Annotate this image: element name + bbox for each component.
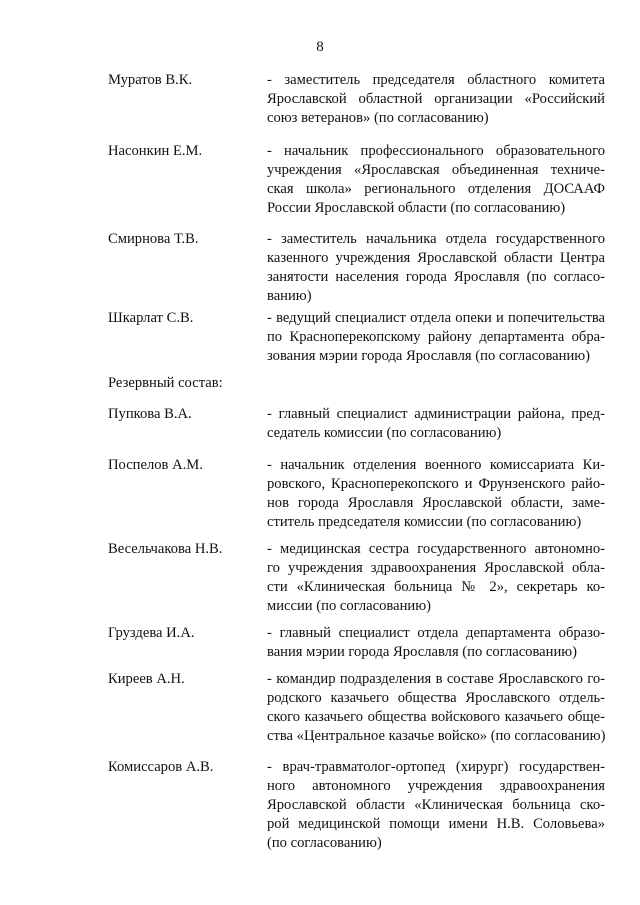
role-line: Ярославской области «Клиническая больница ско- xyxy=(267,797,605,813)
role-line: седатель комиссии (по согласованию) xyxy=(267,425,502,441)
role-line: ванию) xyxy=(267,288,312,304)
reserve-name: Комиссаров А.В. xyxy=(108,759,214,775)
role-line: - командир подразделения в составе Ярославского го- xyxy=(267,671,605,687)
member-role xyxy=(267,309,605,366)
role-line: России Ярославской области (по согласованию) xyxy=(267,200,566,216)
role-line: вания мэрии города Ярославля (по согласованию) xyxy=(267,644,578,660)
role-line: го учреждения здравоохранения Ярославской обла- xyxy=(267,560,605,576)
role-line: учреждения «Ярославская объединенная техниче- xyxy=(267,162,605,178)
role-line: нов города Ярославля Ярославской области, заме- xyxy=(267,495,605,511)
role-line: ного автономного учреждения здравоохранения xyxy=(267,778,605,794)
reserve-name: Пупкова В.А. xyxy=(108,406,192,422)
role-line: казенного учреждения Ярославской области Центра xyxy=(267,250,605,266)
role-line: ского казачьего общества войскового казачьего обще- xyxy=(267,709,605,725)
role-line: - медицинская сестра государственного автономно- xyxy=(267,541,605,557)
member-role xyxy=(267,142,605,218)
member-role xyxy=(267,71,605,128)
role-line: зования мэрии города Ярославля (по согласованию) xyxy=(267,348,591,364)
member-name: Смирнова Т.В. xyxy=(108,231,199,247)
role-line: союз ветеранов» (по согласованию) xyxy=(267,110,489,126)
role-line: ровского, Красноперекопского и Фрунзенского райо- xyxy=(267,476,605,492)
role-line: миссии (по согласованию) xyxy=(267,598,431,614)
role-line: - начальник отделения военного комиссариата Ки- xyxy=(267,457,605,473)
role-line: - заместитель начальника отдела государственного xyxy=(267,231,605,247)
role-line: - начальник профессионального образовательного xyxy=(267,143,605,159)
role-line: Ярославской областной организации «Российский xyxy=(267,91,605,107)
reserve-name: Весельчакова Н.В. xyxy=(108,541,223,557)
role-line: занятости населения города Ярославля (по согласо- xyxy=(267,269,605,285)
role-line: - ведущий специалист отдела опеки и попечительства xyxy=(267,310,605,326)
reserve-role xyxy=(267,624,605,662)
reserve-role xyxy=(267,758,605,853)
role-line: - заместитель председателя областного комитета xyxy=(267,72,605,88)
role-line: (по согласованию) xyxy=(267,835,382,851)
reserve-heading: Резервный состав: xyxy=(108,375,223,391)
role-line: родского казачьего общества Ярославского отдель- xyxy=(267,690,605,706)
reserve-role xyxy=(267,670,605,746)
role-line: ства «Центральное казачье войско» (по согласованию) xyxy=(267,728,606,744)
role-line: по Красноперекопскому району департамента обра- xyxy=(267,329,605,345)
role-line: - главный специалист администрации района, пред- xyxy=(267,406,605,422)
role-line: - главный специалист отдела департамента образо- xyxy=(267,625,605,641)
reserve-role xyxy=(267,405,605,443)
member-role xyxy=(267,230,605,306)
role-line: - врач-травматолог-ортопед (хирург) государствен- xyxy=(267,759,605,775)
member-name: Шкарлат С.В. xyxy=(108,310,194,326)
reserve-role xyxy=(267,456,605,532)
member-name: Муратов В.К. xyxy=(108,72,193,88)
reserve-role xyxy=(267,540,605,616)
reserve-name: Поспелов А.М. xyxy=(108,457,203,473)
reserve-name: Груздева И.А. xyxy=(108,625,195,641)
reserve-name: Киреев А.Н. xyxy=(108,671,185,687)
member-name: Насонкин Е.М. xyxy=(108,143,203,159)
role-line: ститель председателя комиссии (по согласованию) xyxy=(267,514,582,530)
page-number: 8 xyxy=(316,39,324,55)
role-line: рой медицинской помощи имени Н.В. Соловьева» xyxy=(267,816,605,832)
role-line: сти «Клиническая больница № 2», секретарь ко- xyxy=(267,579,605,595)
role-line: ская школа» регионального отделения ДОСААФ xyxy=(267,181,605,197)
